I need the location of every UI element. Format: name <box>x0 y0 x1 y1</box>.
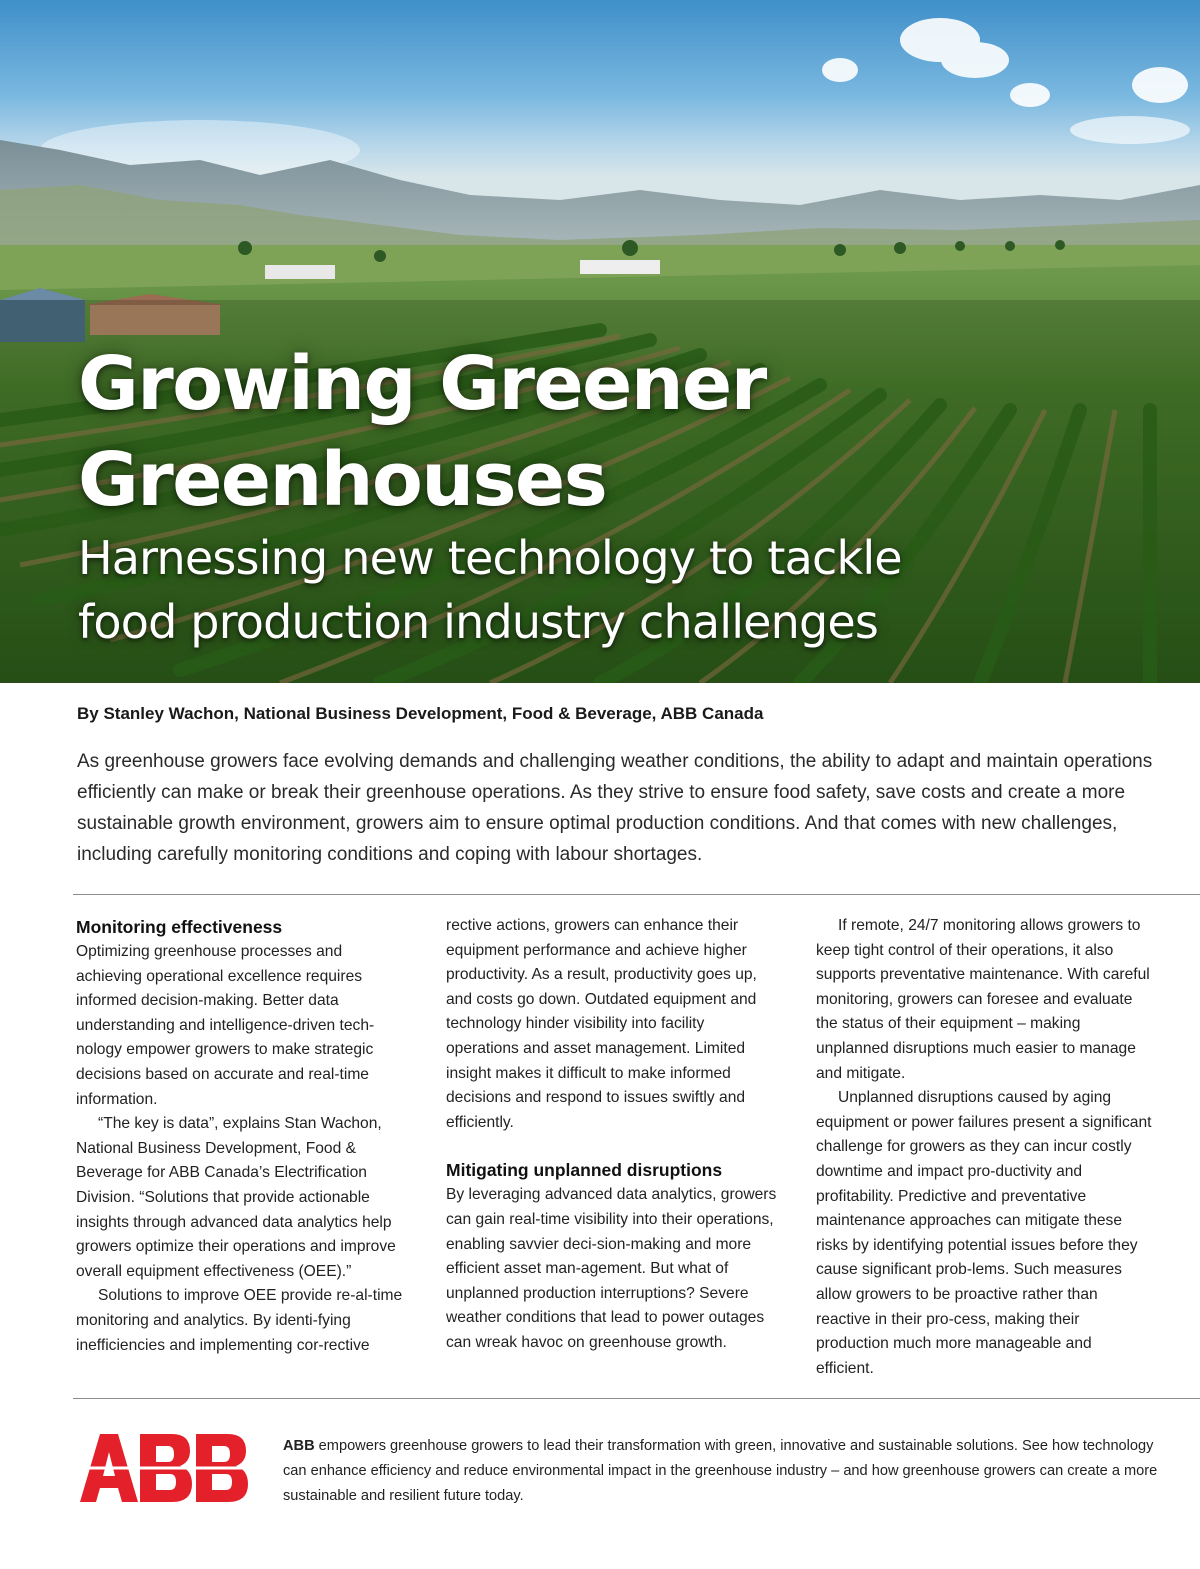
section-heading-monitoring: Monitoring effectiveness <box>76 917 283 937</box>
footer-promo-text <box>283 1434 1163 1509</box>
body-paragraph-quote: “The key is data”, explains Stan Wachon, National Business Development, Food & Beverage for ABB Canada’s Electrification Division. “Solutions that provide actionable insights through advanced data analytics help growers optimize their operations and improve overall equipment effectiveness (OEE).” <box>76 1115 396 1280</box>
body-paragraph: Optimizing greenhouse processes and achieving operational excellence requires informed decision-making. Better data understanding and intelligence-driven tech-nology empower growers to make strategic decisions based on accurate and real-time information. <box>76 943 375 1108</box>
article-column-3 <box>816 914 1152 1381</box>
byline: By Stanley Wachon, National Business Development, Food & Beverage, ABB Canada <box>77 704 764 723</box>
divider-top <box>73 894 1200 895</box>
abb-logo-icon <box>80 1434 250 1502</box>
body-paragraph: Solutions to improve OEE provide re-al-time monitoring and analytics. By identi-fying inefficiencies and implementing cor-rective <box>76 1287 403 1354</box>
article-title <box>78 336 978 528</box>
hero-banner <box>0 0 1200 683</box>
article-subtitle <box>78 526 1138 654</box>
title-line-2: Greenhouses <box>78 437 607 523</box>
subtitle-line-1: Harnessing new technology to tackle <box>78 531 902 585</box>
subtitle-line-2: food production industry challenges <box>78 595 879 649</box>
body-paragraph: Unplanned disruptions caused by aging equipment or power failures present a significant challenge for growers as they can incur costly downtime and impact pro-ductivity and profitability. Predictive and preventative maintenance approaches can mitigate these risks by identifying potential issues before they cause significant prob-lems. Such measures allow growers to be proactive rather than reactive in their pro-cess, making their production much more manageable and efficient. <box>816 1089 1152 1377</box>
footer-brand: ABB <box>283 1438 315 1454</box>
intro-paragraph: As greenhouse growers face evolving demands and challenging weather conditions, the ability to adapt and maintain operations efficiently can make or break their greenhouse operations. As they strive to ensure food safety, save costs and create a more sustainable growth environment, growers aim to ensure optimal production conditions. And that comes with new challenges, including carefully monitoring conditions and coping with labour shortages. <box>77 751 1153 865</box>
body-paragraph: By leveraging advanced data analytics, growers can gain real-time visibility into their operations, enabling savvier deci-sion-making and more efficient asset man-agement. But what of unplanned production interruptions? Severe weather conditions that lead to power outages can wreak havoc on greenhouse growth. <box>446 1186 777 1351</box>
body-paragraph: If remote, 24/7 monitoring allows growers to keep tight control of their operations, it also supports preventative maintenance. With careful monitoring, growers can foresee and evaluate the status of their equipment – making unplanned disruptions much easier to manage and mitigate. <box>816 917 1150 1082</box>
abb-logo <box>80 1434 250 1507</box>
title-line-1: Growing Greener <box>78 341 766 427</box>
article-column-2 <box>446 914 781 1356</box>
divider-bottom <box>73 1398 1200 1399</box>
article-column-1 <box>76 914 411 1358</box>
body-paragraph-continued: rective actions, growers can enhance their equipment performance and achieve higher productivity. As a result, productivity goes up, and costs go down. Outdated equipment and technology hinder visibility into facility operations and asset management. Limited insight makes it difficult to make informed decisions and respond to issues swiftly and efficiently. <box>446 917 757 1131</box>
footer-body: empowers greenhouse growers to lead their transformation with green, innovative and sustainable solutions. See how technology can enhance efficiency and reduce environmental impact in the greenhouse industry – and how greenhouse growers can create a more sustainable and resilient future today. <box>283 1438 1158 1504</box>
section-heading-disruptions: Mitigating unplanned disruptions <box>446 1160 723 1181</box>
